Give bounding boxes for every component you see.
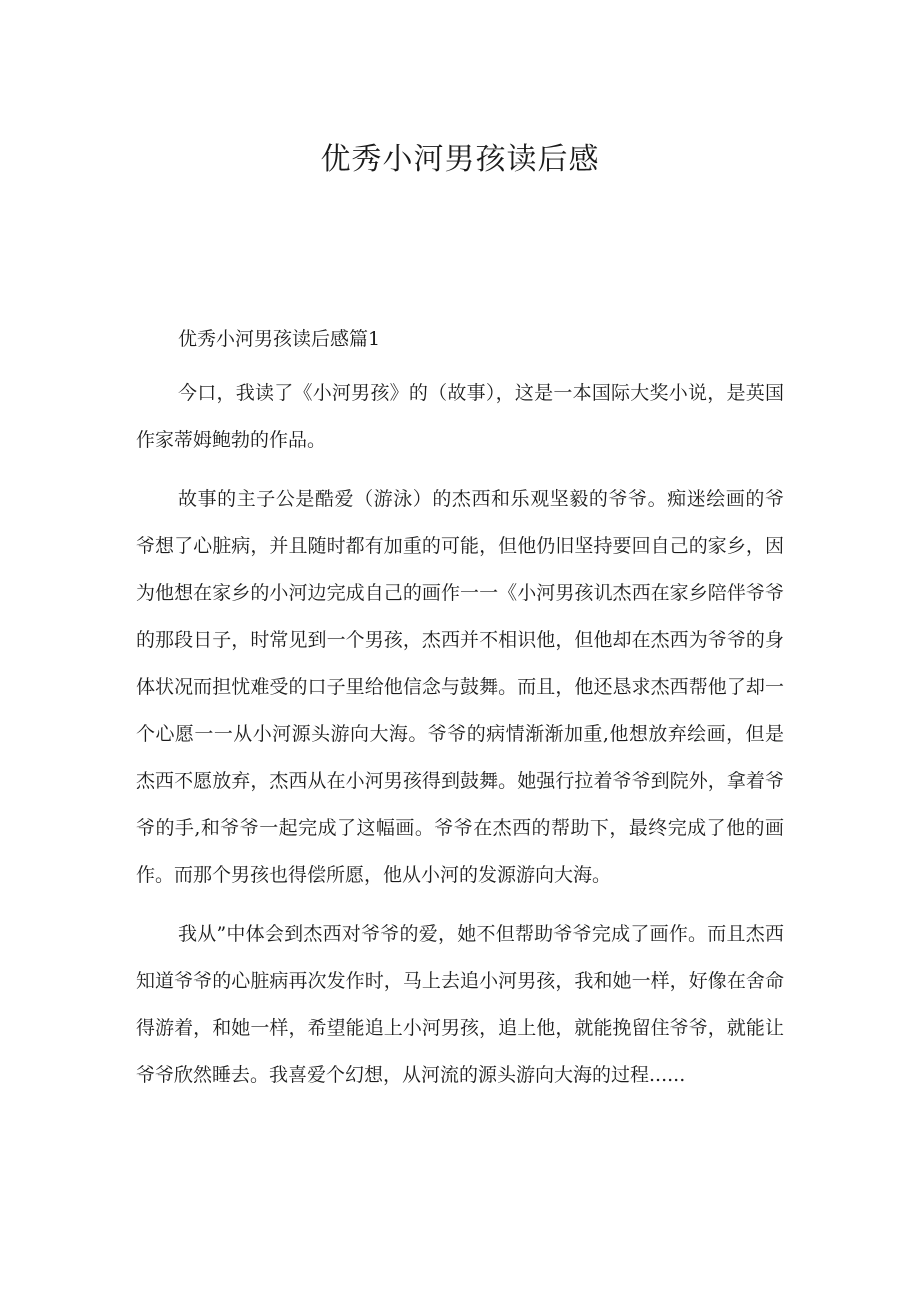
section-heading: 优秀小河男孩读后感篇1 <box>178 328 381 350</box>
paragraph-reflection: 我从”中体会到杰西对爷爷的爱，她不但帮助爷爷完成了画作。而且杰西知道爷爷的心脏病再次发作时，马上去追小河男孩，我和她一样，好像在舍命得游着，和她一样，希望能追上小河男孩，追上他，就能挽留住爷爷，就能让爷爷欣然睡去。我喜爱个幻想，从河流的源头游向大海的过程...... <box>136 923 784 1086</box>
paragraph-story: 故事的主子公是酷爱（游泳）的杰西和乐观坚毅的爷爷。痴迷绘画的爷爷想了心脏病，并且随时都有加重的可能，但他仍旧坚持要回自己的家乡，因为他想在家乡的小河边完成自己的画作一一《小河男孩讥杰西在家乡陪伴爷爷的那段日子，时常见到一个男孩，杰西并不相识他，但他却在杰西为爷爷的身体状况而担忧难受的口子里给他信念与鼓舞。而且，他还恳求杰西帮他了却一个心愿一一从小河源头游向大海。爷爷的病情渐渐加重,他想放弃绘画，但是杰西不愿放弃，杰西从在小河男孩得到鼓舞。她强行拉着爷爷到院外，拿着爷爷的手,和爷爷一起完成了这幅画。爷爷在杰西的帮助下，最终完成了他的画作。而那个男孩也得偿所愿，他从小河的发源游向大海。 <box>136 488 784 886</box>
paragraph-intro: 今口，我读了《小河男孩》的（故事），这是一本国际大奖小说，是英国作家蒂姆鲍勃的作品。 <box>136 382 784 451</box>
document-title: 优秀小河男孩读后感 <box>320 142 600 177</box>
document-body <box>136 320 784 1111</box>
